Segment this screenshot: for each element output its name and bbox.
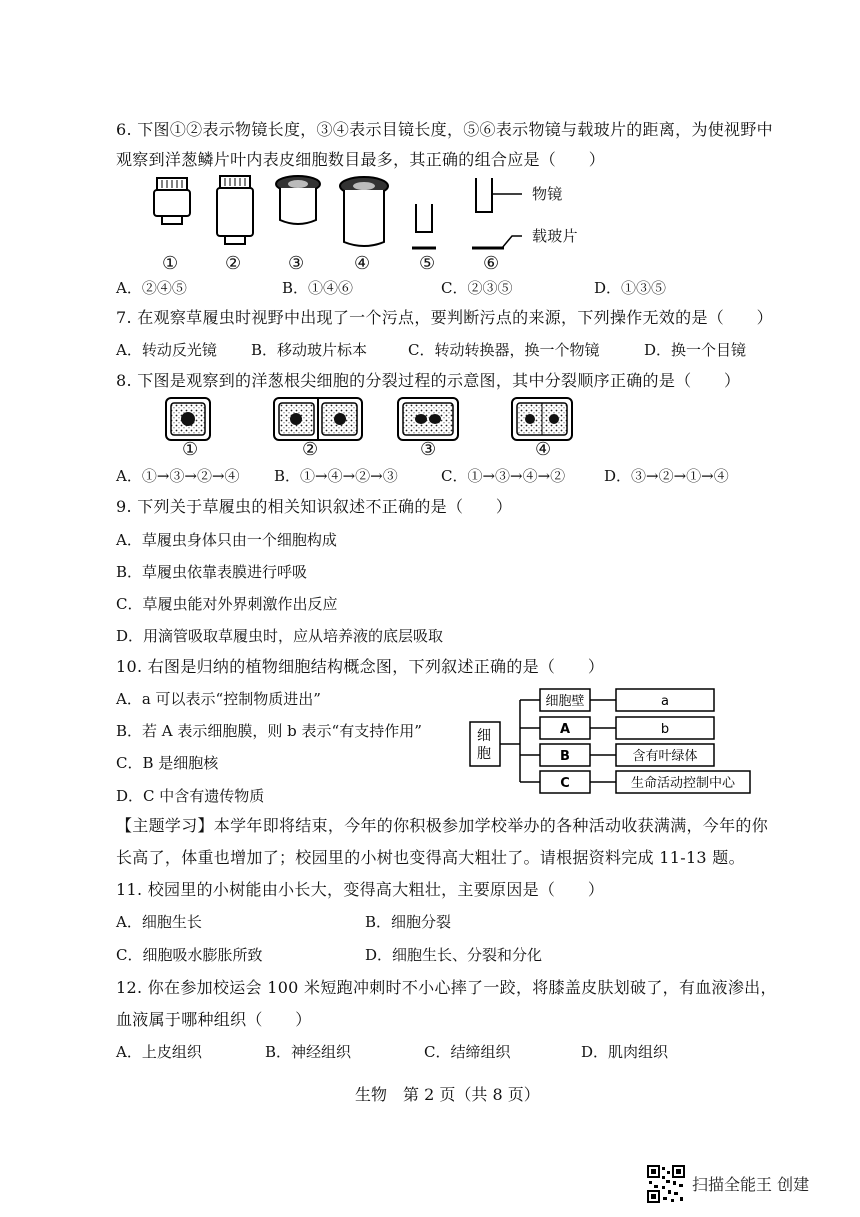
right-label-a: a xyxy=(661,694,669,709)
q12-stem-line1: 12. 你在参加校运会 100 米短跑冲刺时不小心摔了一跤，将膝盖皮肤划破了，有血液渗出， xyxy=(116,978,777,997)
fig8-label-2: ② xyxy=(302,439,319,460)
q12-option-c: C．结缔组织 xyxy=(424,1043,511,1061)
root-char-2: 胞 xyxy=(477,746,491,762)
fig8-label-1: ① xyxy=(182,439,199,460)
q11-option-c: C．细胞吸水膨胀所致 xyxy=(116,946,263,964)
q10-option-a: A．a 可以表示“控制物质进出” xyxy=(116,690,321,708)
lens-slide-distance-far xyxy=(472,178,522,248)
q12-option-b: B．神经组织 xyxy=(265,1043,352,1061)
q11-option-b: B．细胞分裂 xyxy=(365,913,452,931)
right-label-b: b xyxy=(660,722,670,737)
fig6-label-1: ① xyxy=(162,253,179,274)
fig8-label-3: ③ xyxy=(420,439,437,460)
callout-objective: 物镜 xyxy=(532,185,563,203)
cell-structure-concept-map xyxy=(466,684,756,804)
callout-slide: 载玻片 xyxy=(532,227,578,245)
q8-option-b: B．①→④→②→③ xyxy=(274,467,398,485)
q6-option-b: B．①④⑥ xyxy=(282,279,354,297)
q7-option-a: A．转动反光镜 xyxy=(116,341,217,359)
root-char-1: 细 xyxy=(477,728,491,744)
eyepiece-long xyxy=(340,177,388,246)
right-label-control-center: 生命活动控制中心 xyxy=(630,776,736,791)
right-label-chloroplast: 含有叶绿体 xyxy=(632,749,698,764)
q10-stem: 10. 右图是归纳的植物细胞结构概念图，下列叙述正确的是（ ） xyxy=(116,657,605,676)
fig6-label-5: ⑤ xyxy=(419,253,436,274)
q9-option-c: C．草履虫能对外界刺激作出反应 xyxy=(116,595,338,613)
q8-option-a: A．①→③→②→④ xyxy=(116,467,240,485)
objective-lens-short xyxy=(154,178,190,224)
q7-option-d: D．换一个目镜 xyxy=(644,341,747,359)
q7-option-c: C．转动转换器，换一个物镜 xyxy=(408,341,600,359)
q11-option-d: D．细胞生长、分裂和分化 xyxy=(365,946,543,964)
q6-option-c: C．②③⑤ xyxy=(441,279,513,297)
page-footer: 生物 第 2 页（共 8 页） xyxy=(355,1085,540,1104)
fig6-label-2: ② xyxy=(225,253,242,274)
fig6-label-6: ⑥ xyxy=(483,253,500,274)
q11-option-a: A．细胞生长 xyxy=(116,913,202,931)
q9-option-b: B．草履虫依靠表膜进行呼吸 xyxy=(116,563,308,581)
q12-option-d: D．肌肉组织 xyxy=(581,1043,669,1061)
fig6-label-4: ④ xyxy=(354,253,371,274)
q7-stem: 7. 在观察草履虫时视野中出现了一个污点，要判断污点的来源，下列操作无效的是（ ） xyxy=(116,308,773,327)
q6-option-a: A．②④⑤ xyxy=(116,279,187,297)
q8-cell-division-figure xyxy=(160,394,580,446)
q12-stem-line2: 血液属于哪种组织（ ） xyxy=(116,1010,312,1029)
division-stage-cell-4 xyxy=(512,398,572,440)
left-label-a: A xyxy=(559,722,571,737)
q6-stem-line1: 6. 下图①②表示物镜长度，③④表示目镜长度，⑤⑥表示物镜与载玻片的距离，为使视野中 xyxy=(116,120,773,139)
division-stage-cell-2 xyxy=(274,398,362,440)
left-label-wall: 细胞壁 xyxy=(545,694,585,709)
q10-option-c: C．B 是细胞核 xyxy=(116,754,219,772)
q9-option-a: A．草履虫身体只由一个细胞构成 xyxy=(116,531,337,549)
lens-slide-distance-close xyxy=(412,204,436,248)
q11-stem: 11. 校园里的小树能由小长大，变得高大粗壮，主要原因是（ ） xyxy=(116,880,605,899)
fig8-label-4: ④ xyxy=(535,439,552,460)
qr-code-icon xyxy=(646,1164,686,1204)
theme-line2: 长高了，体重也增加了；校园里的小树也变得高大粗壮了。请根据资料完成 11-13 题。 xyxy=(116,848,745,867)
scanner-watermark: 扫描全能王 创建 xyxy=(692,1175,810,1194)
q8-option-c: C．①→③→④→② xyxy=(441,467,566,485)
q9-stem: 9. 下列关于草履虫的相关知识叙述不正确的是（ ） xyxy=(116,497,513,516)
q10-option-d: D．C 中含有遗传物质 xyxy=(116,787,265,805)
q8-option-d: D．③→②→①→④ xyxy=(604,467,729,485)
q7-option-b: B．移动玻片标本 xyxy=(251,341,368,359)
q10-option-b: B．若 A 表示细胞膜，则 b 表示“有支持作用” xyxy=(116,722,422,740)
left-label-b: B xyxy=(560,749,570,764)
q6-option-d: D．①③⑤ xyxy=(594,279,667,297)
q6-stem-line2: 观察到洋葱鳞片叶内表皮细胞数目最多，其正确的组合应是（ ） xyxy=(116,150,606,169)
division-stage-cell-3 xyxy=(398,398,458,440)
q9-option-d: D．用滴管吸取草履虫时，应从培养液的底层吸取 xyxy=(116,627,444,645)
objective-lens-long xyxy=(217,176,253,244)
eyepiece-short xyxy=(276,176,320,224)
fig6-label-3: ③ xyxy=(288,253,305,274)
division-stage-cell-1 xyxy=(166,398,210,440)
left-label-c: C xyxy=(560,776,570,791)
q8-stem: 8. 下图是观察到的洋葱根尖细胞的分裂过程的示意图，其中分裂顺序正确的是（ ） xyxy=(116,371,741,390)
q12-option-a: A．上皮组织 xyxy=(116,1043,202,1061)
theme-line1: 【主题学习】本学年即将结束，今年的你积极参加学校举办的各种活动收获满满，今年的你 xyxy=(116,816,769,835)
